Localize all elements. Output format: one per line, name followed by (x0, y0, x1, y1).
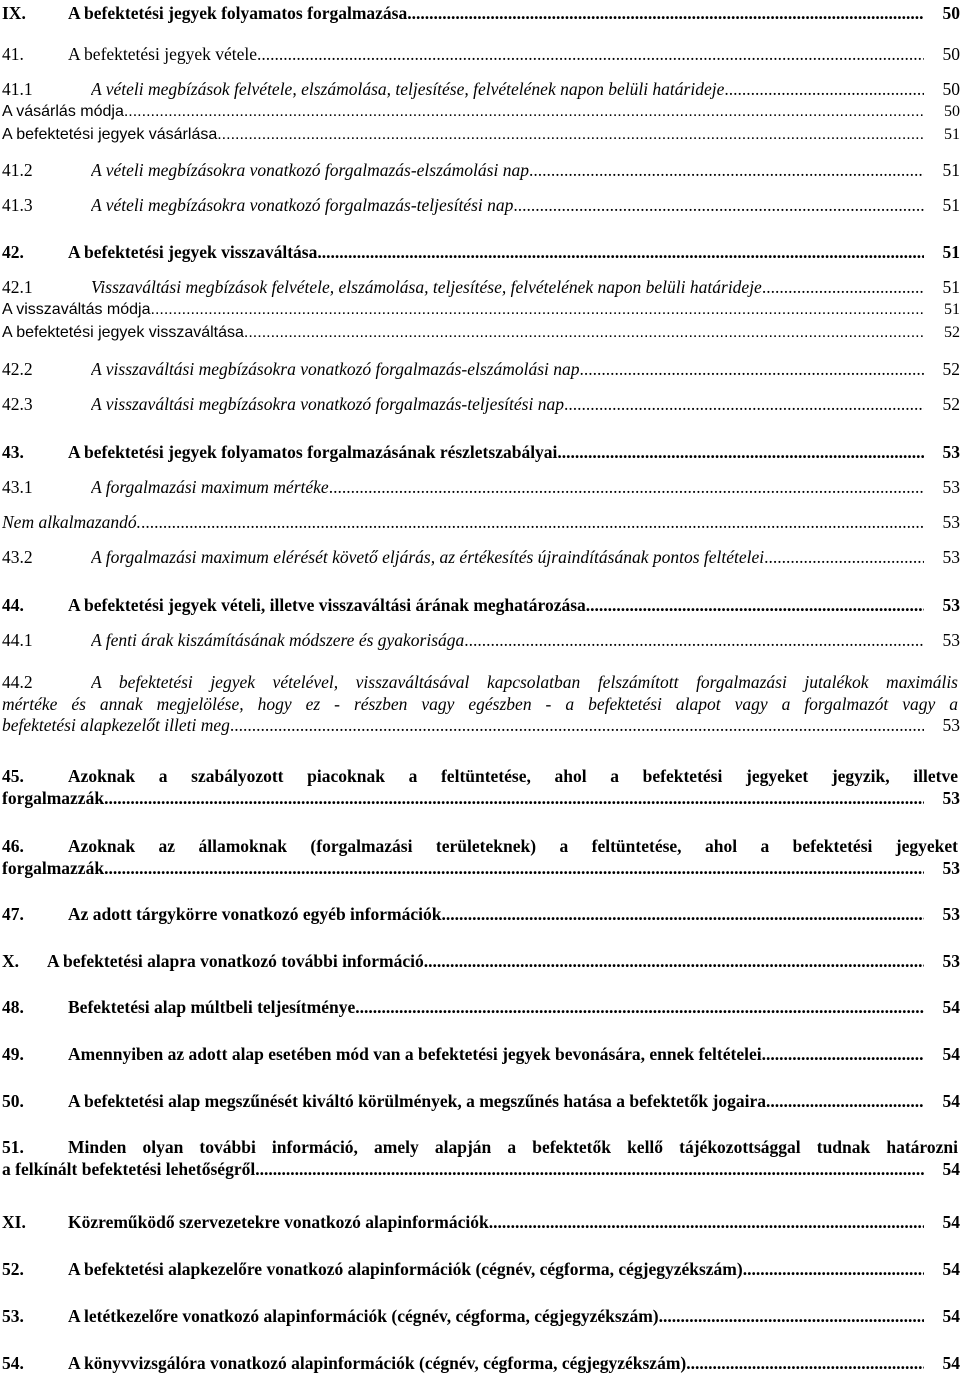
toc-entry-title: A befektetési jegyek vételi, illetve visszaváltási árának meghatározása (68, 595, 586, 615)
toc-entry-title-line: forgalmazzák (2, 787, 105, 808)
dot-leader (686, 1352, 924, 1374)
toc-entry-number: 41.2 (2, 160, 33, 180)
toc-entry-page-number: 53 (942, 951, 960, 971)
dot-leader (141, 511, 924, 533)
toc-entry-title: A befektetési alap megszűnését kiváltó körülmények, a megszűnés hatása a befektetők jogaira (68, 1091, 767, 1111)
toc-entry[interactable] (0, 299, 960, 323)
toc-entry-title-line: Azoknak a szabályozott piacoknak a feltüntetése, ahol a befektetési jegyeket jegyzik, illetve (68, 766, 958, 786)
dot-leader (355, 996, 924, 1018)
toc-entry-number: 42.2 (2, 359, 33, 379)
toc-entry-number: 41.1 (2, 79, 33, 99)
toc-entry-title-line: a felkínált befektetési lehetőségről (2, 1158, 256, 1179)
toc-entry-number: XI. (2, 1212, 26, 1232)
toc-entry-leader (91, 358, 924, 380)
dot-leader (317, 241, 924, 263)
toc-entry[interactable] (0, 393, 960, 417)
toc-entry-leader (68, 1352, 924, 1374)
toc-entry-page-number: 51 (944, 301, 960, 318)
toc-entry-number: 44. (2, 595, 24, 615)
toc-entry-title: A visszaváltás módja (2, 301, 151, 318)
toc-entry-leader (91, 476, 924, 498)
toc-entry-title: Nem alkalmazandó. (2, 512, 142, 532)
toc-entry-title: A befektetési jegyek vásárlása (2, 126, 218, 143)
toc-entry[interactable] (0, 1352, 960, 1376)
toc-entry-title: A befektetési jegyek visszaváltása (2, 324, 244, 341)
toc-entry[interactable] (0, 194, 960, 218)
toc-entry-number: 43.1 (2, 477, 33, 497)
dot-leader (659, 1305, 924, 1327)
toc-entry-page-number: 53 (942, 857, 960, 878)
toc-entry-page-number: 52 (942, 394, 960, 414)
toc-entry[interactable] (0, 276, 960, 300)
dot-leader (255, 1159, 924, 1181)
toc-entry-title: A vételi megbízásokra vonatkozó forgalmazás-elszámolási nap (91, 160, 529, 180)
dot-leader (764, 546, 924, 568)
toc-entry[interactable] (0, 594, 960, 618)
toc-entry-page-number: 53 (942, 512, 960, 532)
dot-leader (766, 1090, 924, 1112)
dot-leader (513, 194, 924, 216)
toc-entry-title: A befektetési alapkezelőre vonatkozó alapinformációk (cégnév, cégforma, cégjegyzékszám) (68, 1259, 743, 1279)
toc-entry-leader (2, 1159, 924, 1181)
toc-entry-number: 52. (2, 1259, 24, 1279)
toc-entry-page-number: 53 (942, 595, 960, 615)
toc-entry-number: 42. (2, 242, 24, 262)
toc-entry-multiline[interactable] (0, 836, 960, 879)
toc-entry-page-number: 53 (942, 442, 960, 462)
toc-entry-page-number: 54 (942, 1158, 960, 1179)
toc-entry[interactable] (0, 101, 960, 125)
toc-entry[interactable] (0, 476, 960, 500)
toc-entry[interactable] (0, 43, 960, 67)
toc-entry-page-number: 52 (942, 359, 960, 379)
toc-entry-title: Közreműködő szervezetekre vonatkozó alapinformációk (68, 1212, 489, 1232)
toc-entry-multiline[interactable] (0, 1137, 960, 1180)
toc-entry[interactable] (0, 241, 960, 265)
dot-leader (104, 858, 924, 880)
dot-leader (762, 276, 924, 298)
toc-entry-leader (47, 950, 924, 972)
dot-leader (724, 78, 924, 100)
toc-entry[interactable] (0, 511, 960, 535)
dot-leader (586, 594, 924, 616)
toc-entry-number: 53. (2, 1306, 24, 1326)
dot-leader (257, 43, 924, 65)
toc-entry-page-number: 50 (944, 103, 960, 120)
toc-entry[interactable] (0, 1305, 960, 1329)
toc-entry-page-number: 53 (942, 477, 960, 497)
toc-entry[interactable] (0, 950, 960, 974)
toc-entry-page-number: 54 (942, 1306, 960, 1326)
toc-entry-page-number: 53 (942, 904, 960, 924)
toc-entry-number: X. (2, 951, 20, 971)
toc-entry-multiline[interactable] (0, 766, 960, 809)
toc-entry-number: 41.3 (2, 195, 33, 215)
toc-entry-title: A befektetési jegyek folyamatos forgalmazása (68, 3, 408, 23)
toc-entry-number: 51. (2, 1137, 24, 1157)
toc-entry-title: A letétkezelőre vonatkozó alapinformációk (cégnév, cégforma, cégjegyzékszám) (68, 1306, 659, 1326)
dot-leader (464, 629, 924, 651)
toc-entry-page-number: 54 (942, 997, 960, 1017)
toc-entry-number: 45. (2, 766, 24, 786)
toc-entry-leader (68, 43, 924, 65)
toc-entry-number: 48. (2, 997, 24, 1017)
dot-leader (217, 124, 924, 146)
toc-entry[interactable] (0, 903, 960, 927)
dot-leader (743, 1258, 924, 1280)
toc-entry[interactable] (0, 996, 960, 1020)
toc-entry-leader (2, 101, 924, 123)
toc-entry-title-line: A befektetési jegyek vételével, visszaváltásával kapcsolatban felszámított forgalmazási jutalékok maximális (91, 672, 958, 692)
toc-entry-leader (68, 1258, 924, 1280)
toc-entry-number: 50. (2, 1091, 24, 1111)
toc-entry-number: 47. (2, 904, 24, 924)
toc-entry-title: A fenti árak kiszámításának módszere és gyakorisága (91, 630, 465, 650)
dot-leader (124, 101, 924, 123)
dot-leader (441, 903, 924, 925)
toc-entry-title: A vételi megbízások felvétele, elszámolása, teljesítése, felvételének napon belüli határideje (91, 79, 725, 99)
dot-leader (580, 358, 924, 380)
toc-entry[interactable] (0, 1090, 960, 1114)
toc-entry-title: Amennyiben az adott alap esetében mód van a befektetési jegyek bevonására, ennek feltételei (68, 1044, 762, 1064)
toc-entry-title: A forgalmazási maximum mértéke (91, 477, 329, 497)
toc-entry-title-line: forgalmazzák (2, 857, 105, 878)
toc-entry[interactable] (0, 1211, 960, 1235)
toc-entry-leader (91, 194, 924, 216)
toc-entry-leader (2, 788, 924, 810)
toc-entry-leader (68, 1211, 924, 1233)
dot-leader (564, 393, 924, 415)
toc-entry-number: 42.3 (2, 394, 33, 414)
toc-entry-title: A befektetési jegyek folyamatos forgalmazásának részletszabályai (68, 442, 558, 462)
toc-entry-page-number: 51 (942, 160, 960, 180)
toc-entry-leader (68, 1043, 924, 1065)
dot-leader (230, 715, 924, 737)
dot-leader (557, 441, 924, 463)
toc-entry-title: Visszaváltási megbízások felvétele, elszámolása, teljesítése, felvételének napon belüli határideje (91, 277, 762, 297)
toc-entry-number: 44.1 (2, 630, 33, 650)
dot-leader (244, 322, 924, 344)
toc-entry-leader (91, 159, 924, 181)
toc-entry[interactable] (0, 159, 960, 183)
toc-entry-title: A befektetési jegyek vétele (68, 44, 258, 64)
toc-entry-title: A vételi megbízásokra vonatkozó forgalmazás-teljesítési nap (91, 195, 514, 215)
toc-entry-title: A befektetési alapra vonatkozó további információ (47, 951, 424, 971)
toc-entry[interactable] (0, 322, 960, 346)
toc-entry-number: 41. (2, 44, 24, 64)
toc-entry-number: 43. (2, 442, 24, 462)
toc-entry[interactable] (0, 78, 960, 102)
toc-entry-page-number: 52 (944, 324, 960, 341)
toc-entry-page-number: 54 (942, 1259, 960, 1279)
toc-entry-page-number: 53 (942, 787, 960, 808)
toc-entry-page-number: 51 (944, 126, 960, 143)
toc-entry-leader (91, 629, 924, 651)
toc-entry-page-number: 54 (942, 1091, 960, 1111)
toc-entry-title-line: Minden olyan további információ, amely alapján a befektetők kellő tájékozottsággal tudnak határozni (68, 1137, 958, 1157)
toc-entry-page-number: 54 (942, 1044, 960, 1064)
toc-entry[interactable] (0, 1043, 960, 1067)
toc-entry-title: A visszaváltási megbízásokra vonatkozó forgalmazás-teljesítési nap (91, 394, 564, 414)
toc-entry[interactable] (0, 2, 960, 26)
dot-leader (104, 788, 924, 810)
toc-entry[interactable] (0, 629, 960, 653)
toc-entry-multiline[interactable] (0, 672, 960, 737)
toc-entry-title: A visszaváltási megbízásokra vonatkozó forgalmazás-elszámolási nap (91, 359, 580, 379)
toc-entry-page-number: 53 (942, 630, 960, 650)
toc-entry-title: Az adott tárgykörre vonatkozó egyéb információk (68, 904, 442, 924)
toc-entry[interactable] (0, 441, 960, 465)
toc-entry[interactable] (0, 1258, 960, 1282)
toc-entry-title: A forgalmazási maximum elérését követő eljárás, az értékesítés újraindításának pontos feltételei (91, 547, 765, 567)
toc-entry-number: 44.2 (2, 672, 33, 692)
toc-entry-title: A vásárlás módja (2, 103, 124, 120)
toc-entry[interactable] (0, 546, 960, 570)
toc-entry-page-number: 54 (942, 1353, 960, 1373)
toc-entry-number: 43.2 (2, 547, 33, 567)
toc-entry-leader (2, 715, 924, 737)
dot-leader (424, 950, 924, 972)
toc-entry-number: 54. (2, 1353, 24, 1373)
toc-entry-title-line: Azoknak az államoknak (forgalmazási területeknek) a feltüntetése, ahol a befektetési jegyeket (68, 836, 958, 856)
toc-entry-number: 49. (2, 1044, 24, 1064)
toc-entry-number: IX. (2, 3, 26, 23)
dot-leader (407, 2, 924, 24)
toc-entry-page-number: 50 (942, 3, 960, 23)
toc-entry-leader (68, 2, 924, 24)
toc-entry-page-number: 51 (942, 242, 960, 262)
toc-entry-title: Befektetési alap múltbeli teljesítménye (68, 997, 356, 1017)
toc-entry-title: A könyvvizsgálóra vonatkozó alapinformációk (cégnév, cégforma, cégjegyzékszám) (68, 1353, 687, 1373)
toc-entry-title-line: mértéke és annak megjelölése, hogy ez - részben vagy egészben - a befektetési alapot vagy a forgalmazót vagy a (2, 693, 958, 714)
toc-entry-leader (2, 299, 924, 321)
toc-entry-number: 42.1 (2, 277, 33, 297)
toc-entry-leader (91, 546, 924, 568)
toc-entry-number: 46. (2, 836, 24, 856)
toc-entry[interactable] (0, 358, 960, 382)
toc-entry-page-number: 51 (942, 195, 960, 215)
dot-leader (762, 1043, 924, 1065)
toc-entry-leader (91, 78, 924, 100)
toc-entry-page-number: 53 (942, 547, 960, 567)
toc-entry-title: A befektetési jegyek visszaváltása (68, 242, 318, 262)
toc-entry-page-number: 54 (942, 1212, 960, 1232)
toc-entry-page-number: 51 (942, 277, 960, 297)
dot-leader (489, 1211, 924, 1233)
toc-entry-page-number: 50 (942, 79, 960, 99)
toc-entry-leader (68, 903, 924, 925)
toc-entry-leader (68, 1305, 924, 1327)
toc-entry-leader (2, 511, 924, 533)
dot-leader (151, 299, 924, 321)
toc-entry-page-number: 50 (942, 44, 960, 64)
toc-entry-leader (2, 124, 924, 146)
toc-entry-leader (2, 858, 924, 880)
toc-entry-leader (91, 393, 924, 415)
dot-leader (529, 159, 924, 181)
toc-entry-leader (68, 441, 924, 463)
toc-entry-leader (2, 322, 924, 344)
toc-entry-leader (68, 241, 924, 263)
toc-entry-leader (91, 276, 924, 298)
toc-entry[interactable] (0, 124, 960, 148)
toc-entry-title-line: befektetési alapkezelőt illeti meg (2, 715, 230, 735)
dot-leader (329, 476, 924, 498)
toc-entry-page-number: 53 (942, 715, 960, 735)
toc-entry-leader (68, 996, 924, 1018)
toc-entry-leader (68, 594, 924, 616)
toc-entry-leader (68, 1090, 924, 1112)
